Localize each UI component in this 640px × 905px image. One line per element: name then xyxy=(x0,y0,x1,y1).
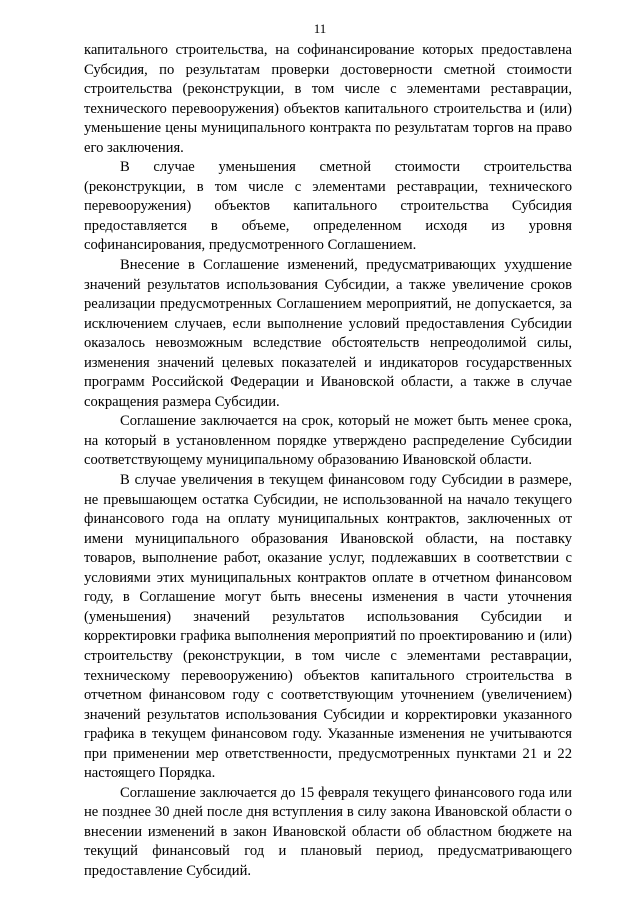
paragraph-agreement-term: Соглашение заключается на срок, который не может быть менее срока, на который в установленном порядке утверждено распределение Субсидии соответствующему муниципальному образованию Ивановской области. xyxy=(84,413,572,469)
paragraph-agreement-deadline: Соглашение заключается до 15 февраля текущего финансового года или не позднее 30 дней после дня вступления в силу закона Ивановской области о внесении изменений в закон Ивановской области об областном бюджете на текущий финансовый год и плановый период, предусматривающего предоставление Субсидий. xyxy=(84,784,572,879)
document-body xyxy=(84,41,572,882)
paragraph-continued: капитального строительства, на софинансирование которых предоставлена Субсидия, по результатам проверки достоверности сметной стоимости строительства (реконструкции, в том числе с элементами реставрации, технического перевооружения) объектов капитального строительства и (или) уменьшение цены муниципального контракта по результатам торгов на право его заключения. xyxy=(84,42,572,156)
paragraph-cost-reduction: В случае уменьшения сметной стоимости строительства (реконструкции, в том числе с элементами реставрации, технического перевооружения) объектов капитального строительства Субсидия предоставляется в объеме, определенном исходя из уровня софинансирования, предусмотренного Соглашением. xyxy=(84,159,572,254)
paragraph-subsidy-increase: В случае увеличения в текущем финансовом году Субсидии в размере, не превышающем остатка Субсидии, не использованной на начало текущего финансового года на оплату муниципальных контрактов, заключенных от имени муниципального образования Ивановской области, на поставку товаров, выполнение работ, оказание услуг, подлежавших в соответствии с условиями этих муниципальных контрактов оплате в отчетном финансовом году, в Соглашение могут быть внесены изменения в части уточнения (уменьшения) значений результатов использования Субсидии и корректировки графика выполнения мероприятий по проектированию и (или) строительству (реконструкции, в том числе с элементами реставрации, техническому перевооружению) объектов капитального строительства в отчетном финансовом году с соответствующим уточнением (увеличением) значений результатов использования Субсидии и корректировки указанного графика в текущем финансовом году. Указанные изменения не учитываются при применении мер ответственности, предусмотренных пунктами 21 и 22 настоящего Порядка. xyxy=(84,472,572,782)
page-number: 11 xyxy=(313,21,327,36)
paragraph-agreement-changes: Внесение в Соглашение изменений, предусматривающих ухудшение значений результатов использования Субсидии, а также увеличение сроков реализации предусмотренных Соглашением мероприятий, не допускается, за исключением случаев, если выполнение условий предоставления Субсидии оказалось невозможным вследствие обстоятельств непреодолимой силы, изменения значений целевых показателей и индикаторов государственных программ Российской Федерации и Ивановской области, а также в случае сокращения размера Субсидии. xyxy=(84,257,572,410)
